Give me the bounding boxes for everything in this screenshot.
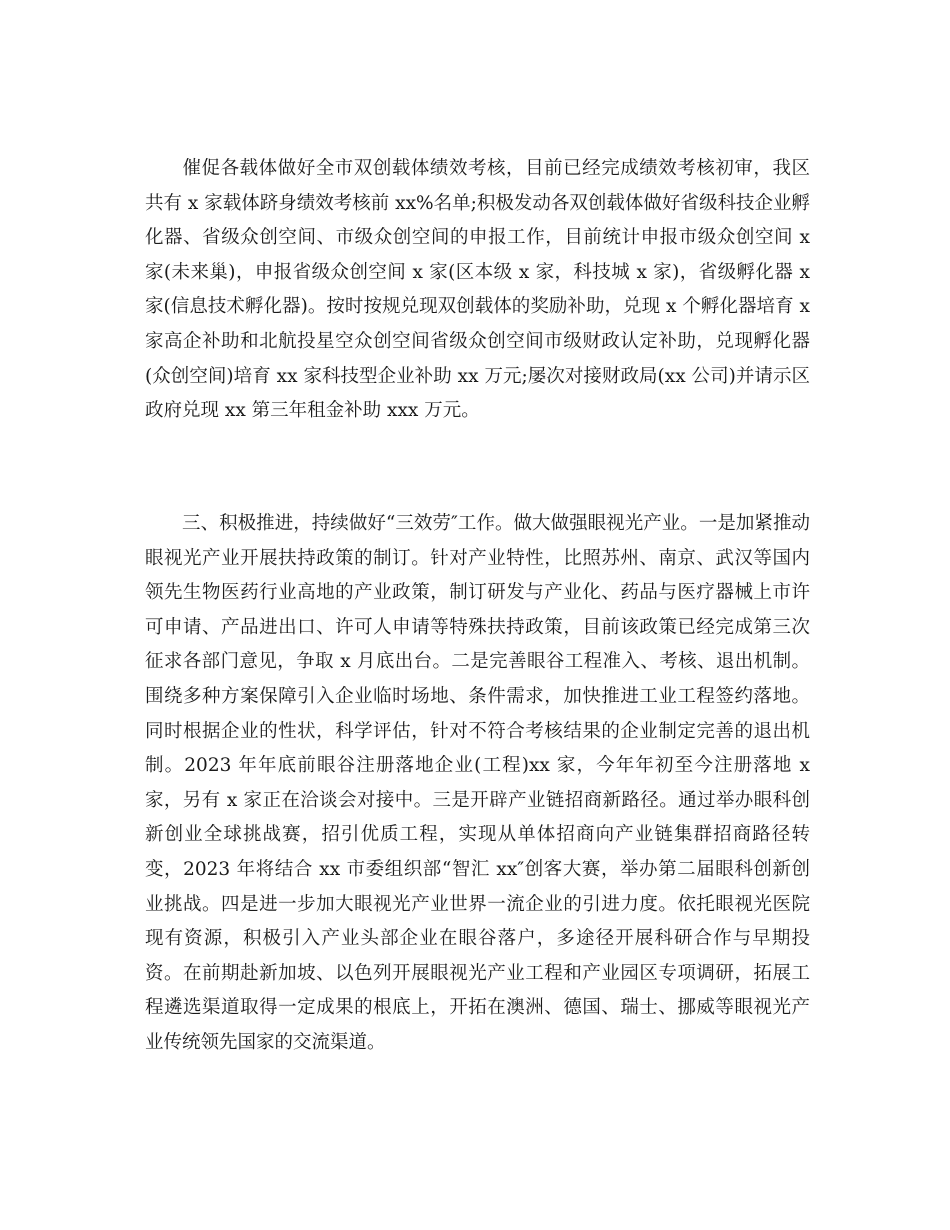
paragraph-1-text: 催促各载体做好全市双创载体绩效考核，目前已经完成绩效考核初审，我区共有 x 家载体跻身绩效考核前 xx%名单;积极发动各双创载体做好省级科技企业孵化器、省级众创空间、市级众创空间的申报工作，目前统计申报市级众创空间 x 家(未来巢)，申报省级众创空间 x 家(区本级 x 家，科技城 x 家)，省级孵化器 x 家(信息技术孵化器)。按时按规兑现双创载体的奖励补助，兑现 x 个孵化器培育 x 家高企补助和北航投星空众创空间省级众创空间市级财政认定补助，兑现孵化器(众创空间)培育 xx 家科技型企业补助 xx 万元;屡次对接财政局(xx 公司)并请示区政府兑现 xx 第三年租金补助 xxx 万元。 xyxy=(145,158,810,422)
paragraph-2-text: 三、积极推进，持续做好“三效劳″工作。做大做强眼视光产业。一是加紧推动眼视光产业开展扶持政策的制订。针对产业特性，比照苏州、南京、武汉等国内领先生物医药行业高地的产业政策，制订研发与产业化、药品与医疗器械上市许可申请、产品进出口、许可人申请等特殊扶持政策，目前该政策已经完成第三次征求各部门意见，争取 x 月底出台。二是完善眼谷工程准入、考核、退出机制。围绕多种方案保障引入企业临时场地、条件需求，加快推进工业工程签约落地。同时根据企业的性状，科学评估，针对不符合考核结果的企业制定完善的退出机制。2023 年年底前眼谷注册落地企业(工程)xx 家，今年年初至今注册落地 x 家，另有 x 家正在洽谈会对接中。三是开辟产业链招商新路径。通过举办眼科创新创业全球挑战赛，招引优质工程，实现从单体招商向产业链集群招商路径转变，2023 年将结合 xx 市委组织部“智汇 xx″创客大赛，举办第二届眼科创新创业挑战。四是进一步加大眼视光产业世界一流企业的引进力度。依托眼视光医院现有资源，积极引入产业头部企业在眼谷落户，多途径开展科研合作与早期投资。在前期赴新加坡、以色列开展眼视光产业工程和产业园区专项调研，拓展工程遴选渠道取得一定成果的根底上，开拓在澳洲、德国、瑞士、挪威等眼视光产业传统领先国家的交流渠道。 xyxy=(145,513,810,1053)
paragraph-1 xyxy=(145,152,810,429)
paragraph-2 xyxy=(145,507,810,1061)
